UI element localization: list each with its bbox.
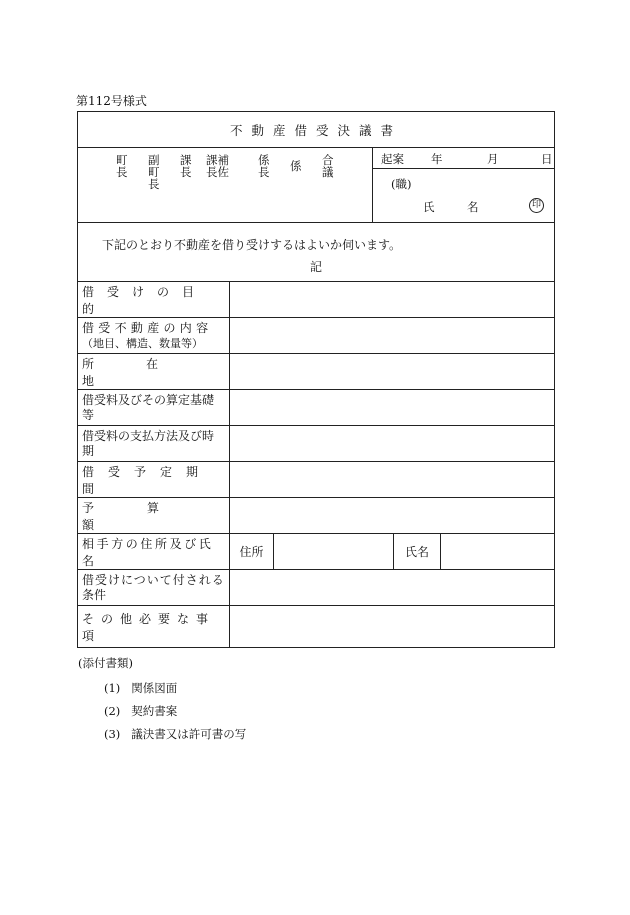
draft-date-line: 起案 年 月 日: [373, 148, 554, 169]
row-conditions: [78, 569, 554, 605]
row-rent-basis: [78, 389, 554, 425]
stamp-columns: [78, 148, 372, 223]
stamp-section-chief: 課 長: [180, 153, 192, 179]
approval-form: [77, 111, 555, 648]
stamp-staff: 係: [290, 159, 302, 173]
attachment-item: (3) 議決書又は許可書の写: [104, 727, 247, 741]
row-content: [78, 317, 554, 353]
row-location: [78, 353, 554, 389]
seal-mark: 印: [529, 198, 544, 213]
row-label: 借受けについて付される 条件: [82, 572, 225, 602]
attachments-heading: (添付書類): [78, 656, 133, 670]
stamp-assistant-chief: 課補 長佐: [206, 153, 229, 179]
row-budget: [78, 497, 554, 533]
row-label: 予算額: [82, 500, 213, 532]
intro-note: 記: [309, 260, 322, 274]
row-party: [78, 533, 554, 569]
name-label-2: 名: [467, 200, 479, 214]
party-name-label: 氏名: [393, 534, 441, 569]
row-label: 所在地: [82, 356, 211, 388]
row-period: [78, 461, 554, 497]
intro-text: 下記のとおり不動産を借り受けするはよいか伺います。: [102, 238, 402, 252]
position-label: (職): [391, 177, 412, 191]
stamp-unit-chief: 係 長: [258, 153, 270, 179]
row-other: [78, 605, 554, 647]
attachment-item: (1) 関係図面: [104, 681, 178, 695]
form-title: 不動産借受決議書: [229, 122, 402, 138]
row-label: 借受不動産の内容 （地目、構造、数量等）: [82, 320, 213, 350]
form-number: 第112号様式: [76, 94, 147, 108]
row-payment-method: [78, 425, 554, 461]
stamp-mayor: 町 長: [116, 153, 128, 179]
row-label: 相手方の住所及び氏名: [82, 536, 214, 568]
name-label: 氏: [423, 200, 435, 214]
attachment-item: (2) 契約書案: [104, 704, 178, 718]
row-label: 借受けの目的: [82, 284, 208, 316]
row-purpose: [78, 281, 554, 317]
stamp-row: [78, 147, 554, 222]
address-label: 住所: [230, 534, 274, 569]
row-label: 借受料及びその算定基礎 等: [82, 392, 215, 422]
row-label: 借受料の支払方法及び時 期: [82, 428, 215, 458]
drafter-box: [372, 148, 554, 223]
row-label: 借受予定期間: [82, 464, 213, 496]
row-label: その他必要な事項: [82, 611, 216, 643]
stamp-deputy-mayor: 副 町 長: [148, 153, 160, 191]
intro-section: [78, 222, 554, 281]
stamp-consultation: 合 議: [322, 153, 334, 179]
